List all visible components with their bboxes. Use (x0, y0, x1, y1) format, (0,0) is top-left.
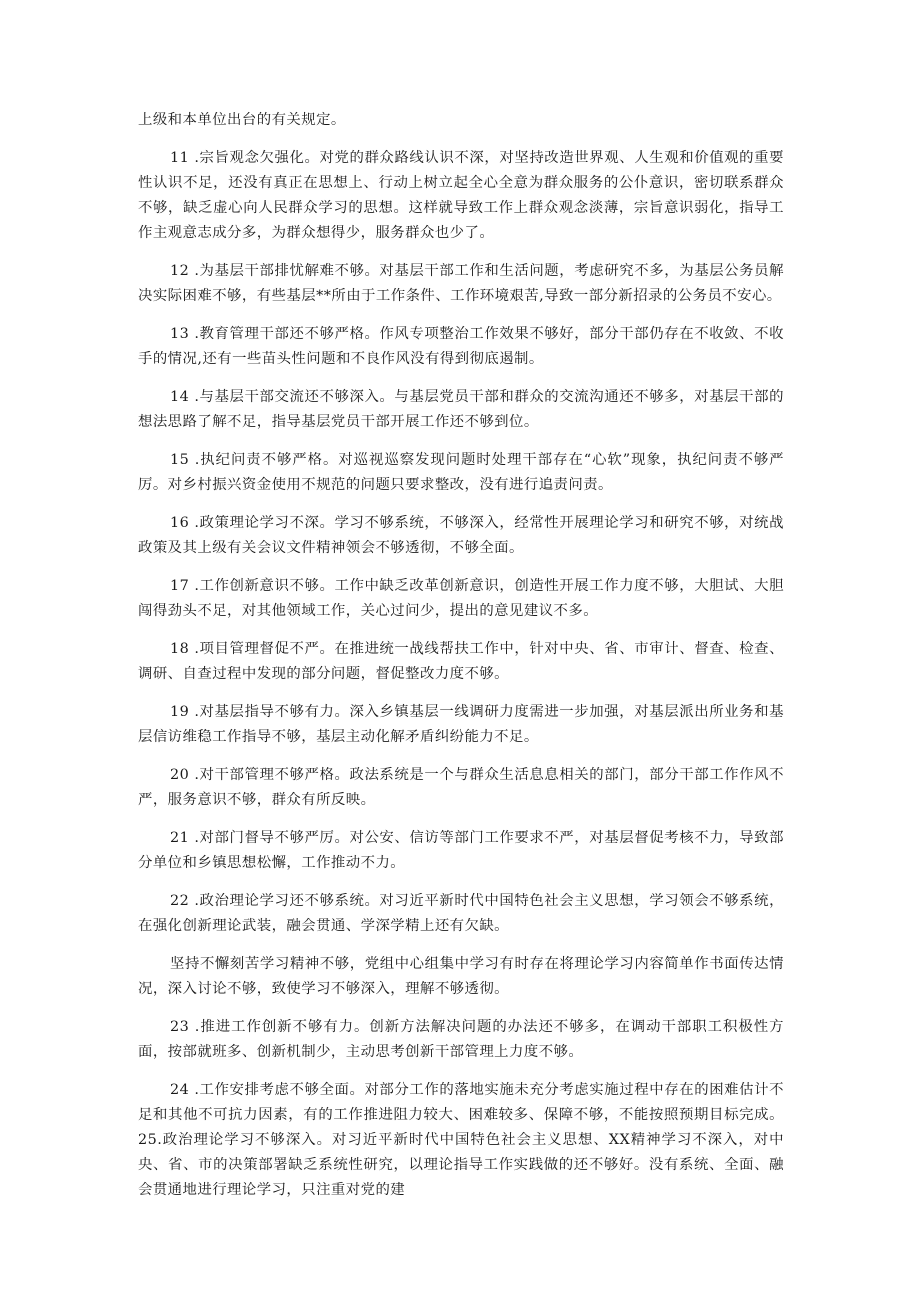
paragraph-item-18: 18 .项目管理督促不严。在推进统一战线帮扶工作中，针对中央、省、市审计、督查、检查、调研、自查过程中发现的部分问题，督促整改力度不够。 (138, 641, 784, 682)
paragraph-item-16: 16 .政策理论学习不深。学习不够系统，不够深入，经常性开展理论学习和研究不够，对统战政策及其上级有关会议文件精神领会不够透彻，不够全面。 (138, 515, 784, 556)
paragraph-item-17: 17 .工作创新意识不够。工作中缺乏改革创新意识，创造性开展工作力度不够，大胆试、大胆闯得劲头不足，对其他领域工作，关心过问少，提出的意见建议不多。 (138, 578, 784, 619)
paragraph-item-15: 15 .执纪问责不够严格。对巡视巡察发现问题时处理干部存在“心软”现象，执纪问责不够严厉。对乡村振兴资金使用不规范的问题只要求整改，没有进行追责问责。 (138, 452, 784, 493)
paragraph-item-23: 23 .推进工作创新不够有力。创新方法解决问题的办法还不够多，在调动干部职工积极性方面，按部就班多、创新机制少，主动思考创新干部管理上力度不够。 (138, 1019, 784, 1060)
paragraph-item-22-continued: 坚持不懈刻苦学习精神不够，党组中心组集中学习有时存在将理论学习内容简单作书面传达情况，深入讨论不够，致使学习不够深入，理解不够透彻。 (138, 956, 784, 997)
paragraph-item-19: 19 .对基层指导不够有力。深入乡镇基层一线调研力度需进一步加强，对基层派出所业务和基层信访维稳工作指导不够，基层主动化解矛盾纠纷能力不足。 (138, 704, 784, 745)
paragraph-continuation: 上级和本单位出台的有关规定。 (138, 112, 346, 128)
paragraph-item-13: 13 .教育管理干部还不够严格。作风专项整治工作效果不够好，部分干部仍存在不收敛、不收手的情况,还有一些苗头性问题和不良作风没有得到彻底遏制。 (138, 326, 784, 367)
document-page (138, 108, 784, 1216)
paragraph-item-11: 11 .宗旨观念欠强化。对党的群众路线认识不深，对坚持改造世界观、人生观和价值观的重要性认识不足，还没有真正在思想上、行动上树立起全心全意为群众服务的公仆意识，密切联系群众不够，缺乏虚心向人民群众学习的思想。这样就导致工作上群众观念淡薄，宗旨意识弱化，指导工作主观意志成分多，为群众想得少，服务群众也少了。 (138, 150, 784, 241)
paragraph-item-20: 20 .对干部管理不够严格。政法系统是一个与群众生活息息相关的部门，部分干部工作作风不严，服务意识不够，群众有所反映。 (138, 767, 784, 808)
paragraph-item-14: 14 .与基层干部交流还不够深入。与基层党员干部和群众的交流沟通还不够多，对基层干部的想法思路了解不足，指导基层党员干部开展工作还不够到位。 (138, 389, 784, 430)
paragraph-item-24: 24 .工作安排考虑不够全面。对部分工作的落地实施未充分考虑实施过程中存在的困难估计不足和其他不可抗力因素，有的工作推进阻力较大、困难较多、保障不够，不能按照预期目标完成。25.政治理论学习不够深入。对习近平新时代中国特色社会主义思想、XX精神学习不深入，对中央、省、市的决策部署缺乏系统性研究，以理论指导工作实践做的还不够好。没有系统、全面、融会贯通地进行理论学习，只注重对党的建 (138, 1082, 784, 1198)
paragraph-item-22: 22 .政治理论学习还不够系统。对习近平新时代中国特色社会主义思想，学习领会不够系统，在强化创新理论武装，融会贯通、学深学精上还有欠缺。 (138, 893, 784, 934)
paragraph-item-21: 21 .对部门督导不够严厉。对公安、信访等部门工作要求不严，对基层督促考核不力，导致部分单位和乡镇思想松懈，工作推动不力。 (138, 830, 784, 871)
paragraph-item-12: 12 .为基层干部排忧解难不够。对基层干部工作和生活问题，考虑研究不多，为基层公务员解决实际困难不够，有些基层**所由于工作条件、工作环境艰苦,导致一部分新招录的公务员不安心。 (138, 263, 784, 304)
